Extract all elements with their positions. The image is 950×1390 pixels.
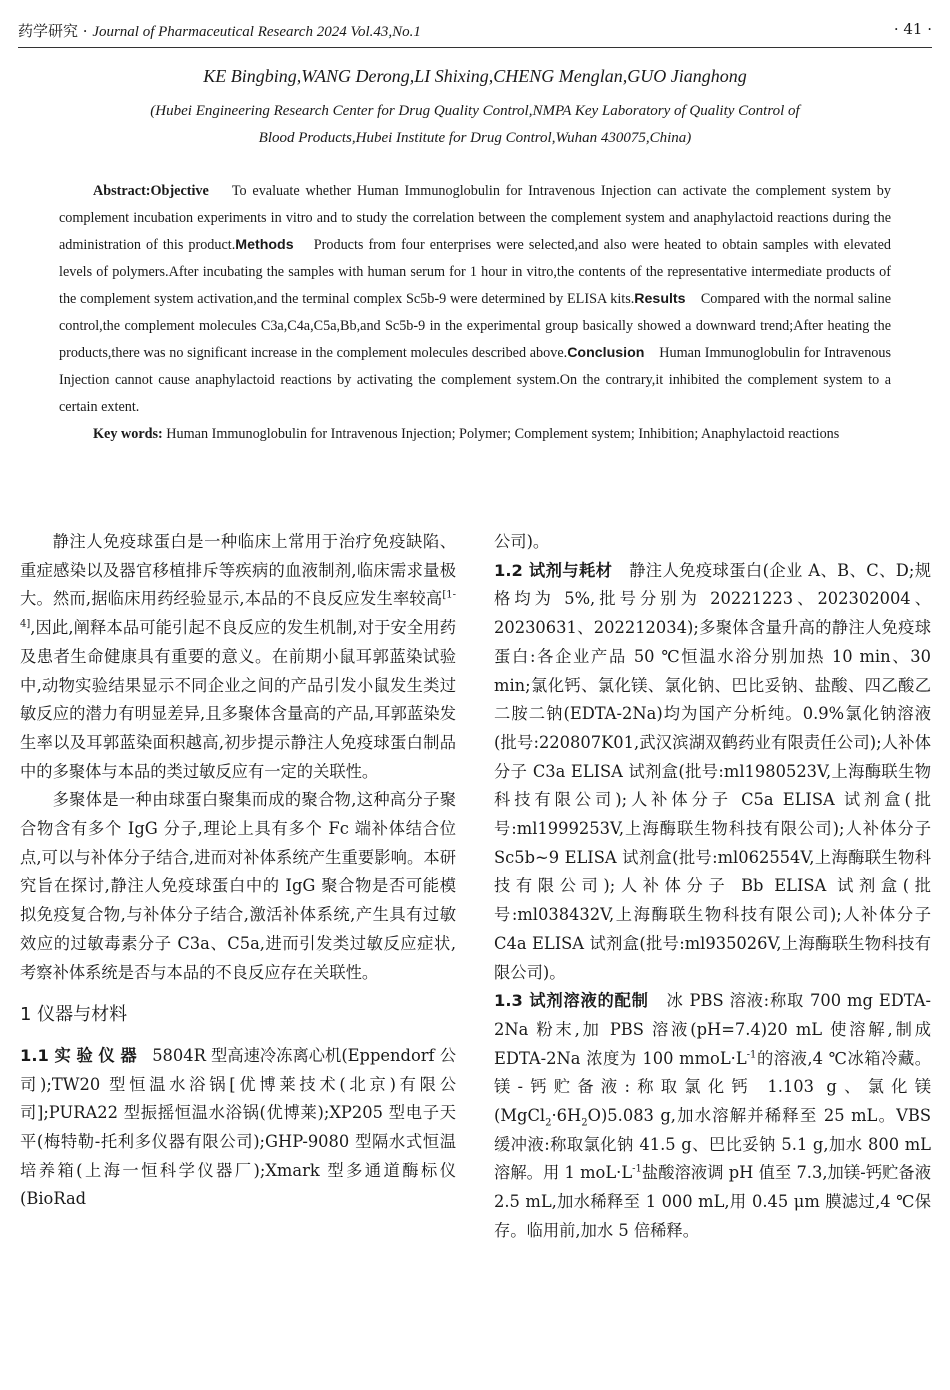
abstract-objective: To evaluate whether Human Immunoglobulin for Intravenous Injection can activate the complement system by complement incubation experiments in vitro and to study the correlation between the complement system and anaphylactoid reactions during the administration of this product. xyxy=(59,183,891,253)
subsection-text: 盐酸溶液调 pH 值至 7.3,加镁-钙贮备液 2.5 mL,加水稀释至 1 000 mL,用 0.45 μm 膜滤过,4 ℃保存。临用前,加水 5 倍稀释。 xyxy=(494,1163,931,1240)
intro-text: ,因此,阐释本品可能引起不良反应的发生机制,对于安全用药及患者生命健康具有重要的意义。在前期小鼠耳郭蓝染试验中,动物实验结果显示不同企业之间的产品引发小鼠发生类过敏反应的潜力有明显差异,且多聚体含量高的产品,耳郭蓝染发生率以及耳郭蓝染面积越高,初步提示静注人免疫球蛋白制品中的多聚体与本品的类过敏反应有一定的关联性。 xyxy=(20,618,456,781)
abstract-label: Abstract:Objective xyxy=(93,183,209,199)
keywords xyxy=(59,421,891,448)
subscript: 2 xyxy=(545,1117,552,1129)
affiliation-line: (Hubei Engineering Research Center for Drug Quality Control,NMPA Key Laboratory of Quality Control of xyxy=(150,103,800,119)
citation-ref: [1-4] xyxy=(20,589,456,630)
left-column xyxy=(20,528,456,1214)
subsection-label: 1.3 试剂溶液的配制 xyxy=(494,991,649,1011)
abstract-methods: Products from four enterprises were selected,and also were heated to obtain samples with elevated levels of polymers.After incubating the samples with human serum for 1 hour in vitro,the contents of the representative intermediate products of the complement system activation,and the terminal complex Sc5b-9 were determined by ELISA kits. xyxy=(59,237,891,307)
conclusion-label: Conclusion xyxy=(567,345,645,361)
header-rule xyxy=(18,47,932,48)
methods-label: Methods xyxy=(235,237,294,253)
subscript: 2 xyxy=(581,1117,588,1129)
abstract xyxy=(59,178,891,448)
abstract-results: Compared with the normal saline control,the complement molecules C3a,C4a,C5a,Bb,and Sc5b-9 in the experimental group basically showed a downward trend;After heating the products,there was no significant increase in the complement molecules described above. xyxy=(59,291,892,361)
journal-citation xyxy=(18,20,421,41)
results-label: Results xyxy=(634,291,686,307)
right-column xyxy=(494,528,931,1246)
keywords-label: Key words: xyxy=(93,426,163,442)
keywords-text: Human Immunoglobulin for Intravenous Injection; Polymer; Complement system; Inhibition; Anaphylactoid reactions xyxy=(166,426,840,442)
author-list: KE Bingbing,WANG Derong,LI Shixing,CHENG Menglan,GUO Jianghong xyxy=(203,66,747,86)
journal-name-en: Journal of Pharmaceutical Research 2024 Vol.43,No.1 xyxy=(92,24,421,40)
subsection-text: 的溶液,4 ℃冰箱冷藏。镁-钙贮备液:称取氯化钙 1.103 g、氯化镁(MgCl xyxy=(494,1048,931,1126)
subsection-1-3 xyxy=(494,987,931,1245)
intro-paragraph-1 xyxy=(20,528,456,786)
section-heading: 1 仪器与材料 xyxy=(20,1004,128,1026)
subsection-text: O)5.083 g,加水溶解并稀释至 25 mL。VBS 缓冲液:称取氯化钠 41.5 g、巴比妥钠 5.1 g,加水 800 mL 溶解。用 1 moL·L xyxy=(494,1106,931,1183)
page-number: · 41 · xyxy=(893,20,932,38)
abstract-body xyxy=(59,178,891,421)
abstract-conclusion: Human Immunoglobulin for Intravenous Injection cannot cause anaphylactoid reactions by activating the complement system.On the contrary,it inhibited the complement system to a certain extent. xyxy=(59,345,892,415)
subsection-1-1 xyxy=(20,1042,456,1214)
intro-text: 静注人免疫球蛋白是一种临床上常用于治疗免疫缺陷、重症感染以及器官移植排斥等疾病的血液制剂,临床需求量极大。然而,据临床用药经验显示,本品的不良反应发生率较高 xyxy=(20,532,456,609)
subsection-label: 1.2 试剂与耗材 xyxy=(494,560,613,580)
subsection-text: 冰 PBS 溶液:称取 700 mg EDTA-2Na 粉末,加 PBS 溶液(pH=7.4)20 mL 使溶解,制成 EDTA-2Na 浓度为 100 mmoL·L xyxy=(494,991,932,1068)
continued-text: 公司)。 xyxy=(494,532,550,551)
affiliation xyxy=(70,98,880,152)
subsection-label: 1.1 实 验 仪 器 xyxy=(20,1045,137,1065)
running-header xyxy=(18,14,932,48)
subsection-text: ·6H xyxy=(551,1106,582,1126)
journal-name-cn: 药学研究 · xyxy=(18,22,93,40)
subsection-text: 静注人免疫球蛋白(企业 A、B、C、D;规格均为 5%,批号分别为 20221223、202302004、20230631、202212034);多聚体含量升高的静注人免疫球蛋白:各企业产品 50 ℃恒温水浴分别加热 10 min、30 min;氯化钙、氯化镁、氯化钠、巴比妥钠、盐酸、四乙酸乙二胺二钠(EDTA-2Na)均为国产分析纯。0.9%氯化钠溶液(批号:220807K01,武汉滨湖双鹤药业有限责任公司);人补体分子 C3a ELISA 试剂盒(批号:ml1980523V,上海酶联生物科技有限公司);人补体分子 C5a ELISA 试剂盒(批号:ml1999253V,上海酶联生物科技有限公司);人补体分子 Sc5b~9 ELISA 试剂盒(批号:ml062554V,上海酶联生物科技有限公司);人补体分子 Bb ELISA 试剂盒(批号:ml038432V,上海酶联生物科技有限公司);人补体分子 C4a ELISA 试剂盒(批号:ml935026V,上海酶联生物科技有限公司)。 xyxy=(494,560,932,982)
subsection-text: 5804R 型高速冷冻离心机(Eppendorf 公司);TW20 型恒温水浴锅[优博莱技术(北京)有限公司];PURA22 型振摇恒温水浴锅(优博莱);XP205 型电子天平(梅特勒-托利多仪器有限公司);GHP-9080 型隔水式恒温培养箱(上海一恒科学仪器厂);Xmark 型多通道酶标仪(BioRad xyxy=(20,1045,457,1209)
intro-paragraph-2: 多聚体是一种由球蛋白聚集而成的聚合物,这种高分子聚合物含有多个 IgG 分子,理论上具有多个 Fc 端补体结合位点,可以与补体分子结合,进而对补体系统产生重要影响。本研究旨在探讨,静注人免疫球蛋白中的 IgG 聚合物是否可能模拟免疫复合物,与补体分子结合,激活补体系统,产生具有过敏效应的过敏毒素分子 C3a、C5a,进而引发类过敏反应症状,考察补体系统是否与本品的不良反应存在关联性。 xyxy=(20,790,456,982)
superscript: -1 xyxy=(632,1164,642,1176)
subsection-1-2 xyxy=(494,557,931,988)
superscript: -1 xyxy=(746,1049,757,1061)
affiliation-line: Blood Products,Hubei Institute for Drug Control,Wuhan 430075,China) xyxy=(258,130,692,146)
